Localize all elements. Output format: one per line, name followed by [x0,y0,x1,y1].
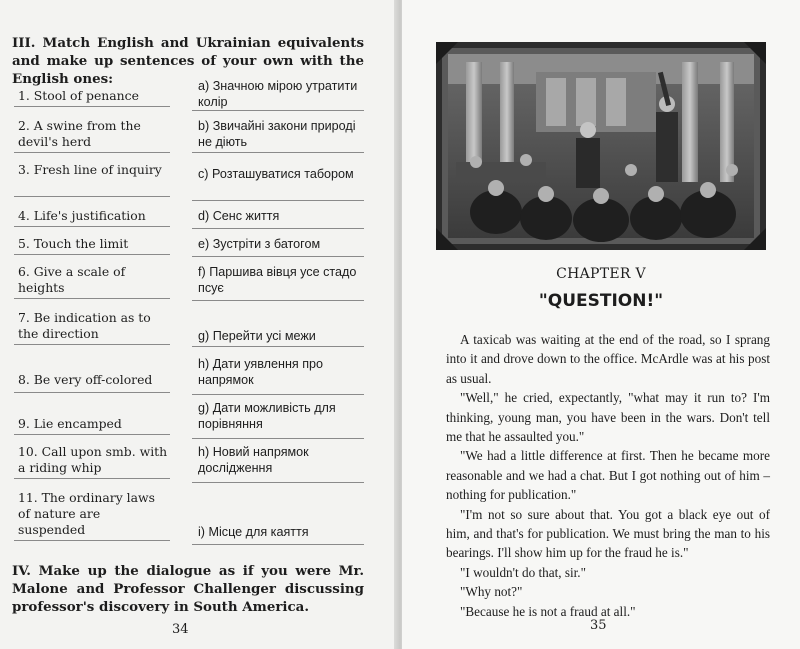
answer-line [14,298,170,299]
answer-line [14,254,170,255]
exercise-4-title: IV. Make up the dialogue as if you were Mr. Malone and Professor Challenger discussing professor's discovery in South America. [12,563,364,615]
english-phrase: 10. Call upon smb. with a riding whip [18,444,168,475]
answer-line [192,300,364,301]
ukrainian-phrase: d) Сенс життя [198,209,280,223]
answer-line [192,346,364,347]
english-phrase: 7. Be indication as to the direction [18,310,151,341]
answer-line [14,478,170,479]
chapter-illustration [436,42,766,250]
answer-line [14,344,170,345]
answer-line [14,226,170,227]
answer-line [14,196,170,197]
answer-line [192,482,364,483]
paragraph: "Well," he cried, expectantly, "what may it run to? I'm thinking, young man, you have been in the wars. Don't tell me that he assaulted you." [446,390,770,445]
paragraph: A taxicab was waiting at the end of the road, so I sprang into it and drove down to the office. McArdle was at his post as usual. [446,332,770,386]
ukrainian-phrase: c) Розташуватися табором [198,167,354,181]
answer-line [192,200,364,201]
answer-line [192,438,364,439]
ukrainian-phrase: a) Значною мірою утратити колір [198,79,358,109]
english-phrase: 8. Be very off-colored [18,372,153,387]
paragraph: "We had a little difference at first. Then he became more reasonable and we had a chat. But I got nothing out of him – nothing for publication." [446,448,770,503]
english-phrase: 5. Touch the limit [18,236,129,251]
answer-line [14,392,170,393]
english-phrase: 1. Stool of penance [18,88,139,103]
left-page [0,0,398,649]
english-phrase: 11. The ordinary laws of nature are suspended [18,490,155,537]
page-number-right: 35 [590,618,607,633]
answer-line [192,544,364,545]
chapter-label: CHAPTER V [556,266,646,282]
answer-line [192,394,364,395]
answer-line [192,110,364,111]
ukrainian-phrase: e) Зустріти з батогом [198,237,321,251]
ukrainian-phrase: i) Місце для каяття [198,525,309,539]
paragraph: "I wouldn't do that, sir." [460,564,586,580]
ukrainian-phrase: g) Дати можливість для порівняння [198,401,336,431]
ukrainian-phrase: h) Дати уявлення про напрямок [198,357,324,387]
chapter-title: "QUESTION!" [538,291,664,311]
paragraph: "Why not?" [460,584,523,600]
story-text [446,330,770,621]
answer-line [14,106,170,107]
ukrainian-phrase: f) Паршива вівця усе стадо псує [198,265,357,295]
ukrainian-phrase: h) Новий напрямок дослідження [198,445,309,475]
page-number-left: 34 [172,622,189,637]
english-phrase: 6. Give a scale of heights [18,264,126,295]
english-phrase: 3. Fresh line of inquiry [18,162,162,177]
answer-line [14,434,170,435]
answer-line [14,540,170,541]
english-phrase: 4. Life's justification [18,208,146,223]
english-phrase: 2. A swine from the devil's herd [18,118,141,149]
answer-line [192,228,364,229]
answer-line [192,152,364,153]
ukrainian-phrase: b) Звичайні закони природі не діють [198,119,356,149]
paragraph: "Because he is not a fraud at all." [460,603,636,619]
ukrainian-phrase: g) Перейти усі межи [198,329,316,343]
answer-line [192,256,364,257]
paragraph: "I'm not so sure about that. You got a black eye out of him, and that's for publication. We must bring the man to his bearings. I'll show him up for the fraud he is." [446,506,770,561]
english-phrase: 9. Lie encamped [18,416,122,431]
exercise-3-title: III. Match English and Ukrainian equivalents and make up sentences of your own with the English ones: [12,35,364,87]
answer-line [14,152,170,153]
right-page [402,0,800,649]
